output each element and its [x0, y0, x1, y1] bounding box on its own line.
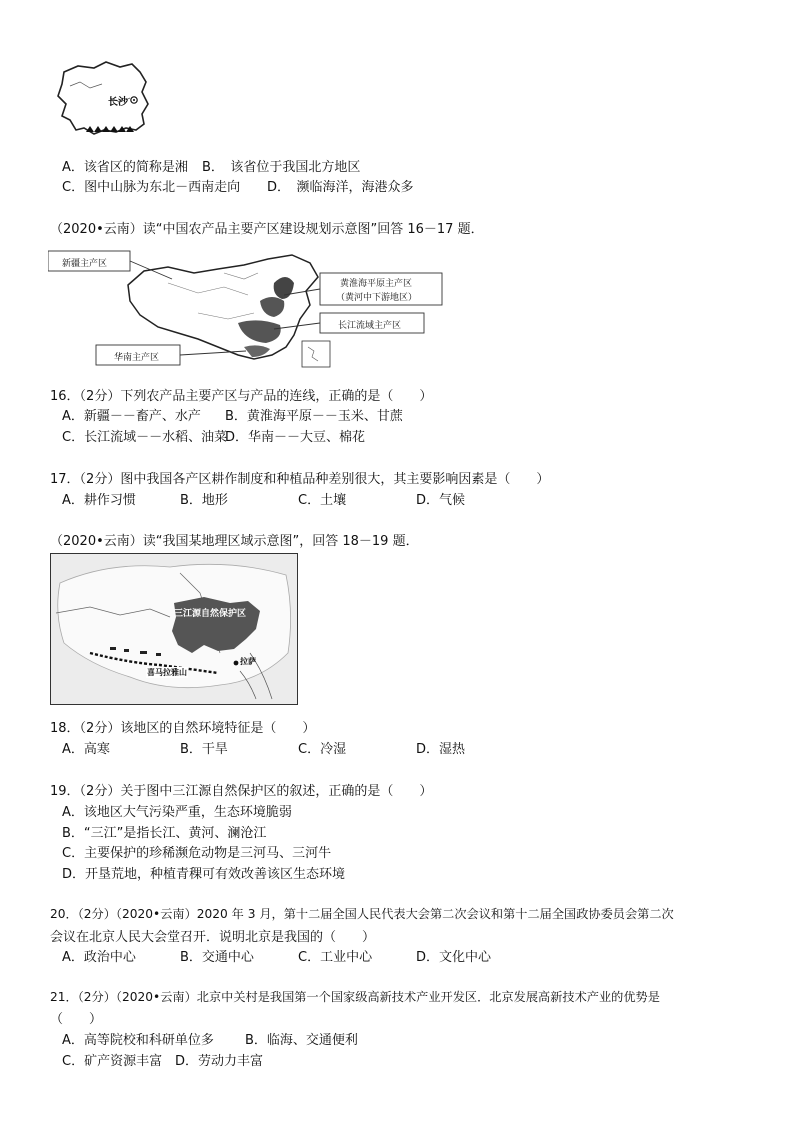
q15-option-d: D． 濒临海洋，海港众多	[267, 180, 414, 195]
q21-option-b: B．临海、交通便利	[245, 1033, 358, 1048]
q18-option-d: D．湿热	[416, 742, 466, 757]
q20-option-c: C．工业中心	[298, 950, 373, 965]
q16-option-c: C．长江流域－－水稻、油菜	[62, 430, 228, 445]
q21-stem-line1: 21．（2分）（2020•云南）北京中关村是我国第一个国家级高新技术产业开发区．北京发展高新技术产业的优势是	[50, 990, 660, 1004]
changsha-label: 长沙	[108, 97, 128, 108]
q18-option-b: B．干旱	[180, 742, 228, 757]
q20-stem-line2: 会议在北京人民大会堂召开．说明北京是我国的（ ）	[50, 930, 376, 945]
tibet-map	[50, 553, 298, 705]
q19-option-c: C．主要保护的珍稀濒危动物是三河马、三河牛	[62, 846, 332, 861]
china-agri-map-svg	[48, 243, 448, 371]
q16-option-b: B．黄淮海平原－－玉米、甘蔗	[225, 409, 403, 424]
q17-option-a: A．耕作习惯	[62, 493, 136, 508]
label-changjiang: 长江流域主产区	[338, 321, 402, 331]
label-huanghuai-1: 黄淮海平原主产区	[340, 279, 413, 289]
q20-option-a: A．政治中心	[62, 950, 136, 965]
label-huanan: 华南主产区	[114, 353, 160, 363]
tibet-map-svg	[50, 553, 298, 705]
q21-option-a: A．高等院校和科研单位多	[62, 1033, 214, 1048]
label-huanghuai-2: （黄河中下游地区）	[336, 293, 418, 303]
q18-stem: 18．（2分）该地区的自然环境特征是（ ）	[50, 721, 316, 736]
q21-option-d: D．劳动力丰富	[175, 1054, 264, 1069]
q17-stem: 17．（2分）图中我国各产区耕作制度和种植品种差别很大，其主要影响因素是（ ）	[50, 472, 550, 487]
intro-16-17: （2020•云南）读“中国农产品主要产区建设规划示意图”回答 16－17 题．	[50, 222, 484, 237]
label-lasa: 拉萨	[240, 657, 256, 666]
q20-option-b: B．交通中心	[180, 950, 254, 965]
q19-option-a: A．该地区大气污染严重，生态环境脆弱	[62, 805, 292, 820]
hunan-map	[50, 58, 170, 140]
q19-stem: 19．（2分）关于图中三江源自然保护区的叙述，正确的是（ ）	[50, 784, 433, 799]
q18-option-c: C．冷湿	[298, 742, 347, 757]
q16-option-a: A．新疆－－畜产、水产	[62, 409, 201, 424]
q21-option-c: C．矿产资源丰富	[62, 1054, 163, 1069]
label-sanjiangyuan: 三江源自然保护区	[174, 609, 247, 619]
q16-option-d: D．华南－－大豆、棉花	[225, 430, 366, 445]
q20-stem-line1: 20．（2分）（2020•云南）2020 年 3 月，第十二届全国人民代表大会第二次会议和第十二届全国政协委员会第二次	[50, 907, 674, 921]
q19-option-d: D．开垦荒地，种植青稞可有效改善该区生态环境	[62, 867, 346, 882]
q16-stem: 16．（2分）下列农产品主要产区与产品的连线，正确的是（ ）	[50, 389, 433, 404]
q19-option-b: B．“三江”是指长江、黄河、澜沧江	[62, 826, 267, 841]
q15-option-b: B． 该省位于我国北方地区	[202, 160, 361, 175]
label-xinjiang: 新疆主产区	[62, 259, 108, 269]
q15-option-c: C．图中山脉为东北－西南走向	[62, 180, 241, 195]
china-agri-map	[48, 243, 448, 371]
q20-option-d: D．文化中心	[416, 950, 492, 965]
intro-18-19: （2020•云南）读“我国某地理区域示意图”，回答 18－19 题．	[50, 534, 419, 549]
q18-option-a: A．高寒	[62, 742, 110, 757]
q17-option-c: C．土壤	[298, 493, 347, 508]
q17-option-b: B．地形	[180, 493, 228, 508]
label-himalaya: 喜马拉雅山	[147, 668, 187, 677]
q17-option-d: D．气候	[416, 493, 466, 508]
q15-option-a: A．该省区的简称是湘	[62, 160, 188, 175]
q21-stem-line2: （ ）	[50, 1012, 103, 1027]
